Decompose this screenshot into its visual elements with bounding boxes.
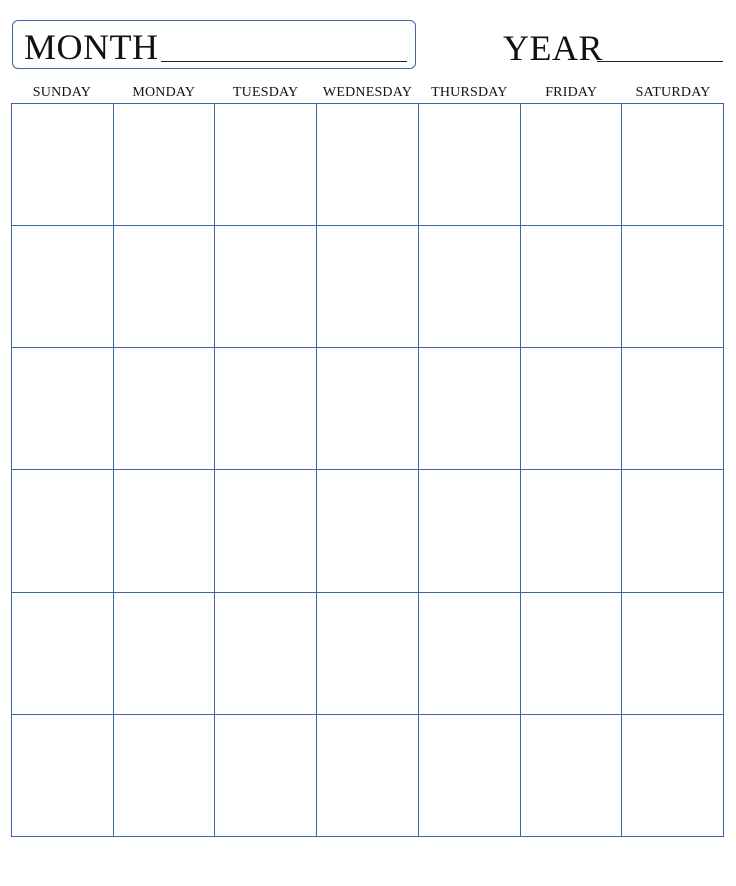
weekday-header-row xyxy=(11,84,724,102)
calendar-day-cell[interactable] xyxy=(317,715,419,837)
calendar-day-cell[interactable] xyxy=(521,593,623,715)
year-underline[interactable] xyxy=(597,61,723,62)
calendar-day-cell[interactable] xyxy=(215,104,317,226)
calendar-day-cell[interactable] xyxy=(622,348,724,470)
calendar-day-cell[interactable] xyxy=(114,470,216,592)
calendar-day-cell[interactable] xyxy=(521,104,623,226)
calendar-grid xyxy=(11,103,724,837)
calendar-day-cell[interactable] xyxy=(521,348,623,470)
calendar-day-cell[interactable] xyxy=(419,593,521,715)
weekday-header-monday: MONDAY xyxy=(132,85,196,100)
calendar-day-cell[interactable] xyxy=(419,470,521,592)
year-label: YEAR xyxy=(503,28,603,68)
month-label: MONTH xyxy=(24,27,159,67)
calendar-day-cell[interactable] xyxy=(317,593,419,715)
calendar-day-cell[interactable] xyxy=(12,715,114,837)
calendar-day-cell[interactable] xyxy=(622,593,724,715)
calendar-day-cell[interactable] xyxy=(521,226,623,348)
calendar-day-cell[interactable] xyxy=(215,593,317,715)
calendar-day-cell[interactable] xyxy=(622,226,724,348)
calendar-day-cell[interactable] xyxy=(215,715,317,837)
weekday-header-thursday: THURSDAY xyxy=(431,85,508,100)
calendar-day-cell[interactable] xyxy=(12,226,114,348)
calendar-day-cell[interactable] xyxy=(12,104,114,226)
calendar-day-cell[interactable] xyxy=(317,226,419,348)
calendar-day-cell[interactable] xyxy=(419,104,521,226)
calendar-day-cell[interactable] xyxy=(114,104,216,226)
calendar-day-cell[interactable] xyxy=(317,348,419,470)
calendar-day-cell[interactable] xyxy=(419,348,521,470)
weekday-header-wednesday: WEDNESDAY xyxy=(322,85,413,100)
calendar-day-cell[interactable] xyxy=(114,348,216,470)
calendar-day-cell[interactable] xyxy=(521,470,623,592)
calendar-day-cell[interactable] xyxy=(12,470,114,592)
calendar-day-cell[interactable] xyxy=(12,348,114,470)
calendar-day-cell[interactable] xyxy=(215,348,317,470)
calendar-day-cell[interactable] xyxy=(419,226,521,348)
weekday-header-tuesday: TUESDAY xyxy=(232,85,299,100)
calendar-day-cell[interactable] xyxy=(215,470,317,592)
calendar-day-cell[interactable] xyxy=(12,593,114,715)
calendar-day-cell[interactable] xyxy=(317,470,419,592)
calendar-day-cell[interactable] xyxy=(622,715,724,837)
month-field[interactable] xyxy=(12,20,416,69)
calendar-day-cell[interactable] xyxy=(622,470,724,592)
month-underline[interactable] xyxy=(161,61,407,62)
weekday-header-friday: FRIDAY xyxy=(545,85,598,100)
calendar-day-cell[interactable] xyxy=(114,715,216,837)
calendar-day-cell[interactable] xyxy=(317,104,419,226)
weekday-header-saturday: SATURDAY xyxy=(635,85,711,100)
weekday-header-sunday: SUNDAY xyxy=(32,85,92,100)
calendar-day-cell[interactable] xyxy=(521,715,623,837)
calendar-day-cell[interactable] xyxy=(114,226,216,348)
calendar-day-cell[interactable] xyxy=(215,226,317,348)
calendar-day-cell[interactable] xyxy=(114,593,216,715)
calendar-day-cell[interactable] xyxy=(419,715,521,837)
calendar-day-cell[interactable] xyxy=(622,104,724,226)
